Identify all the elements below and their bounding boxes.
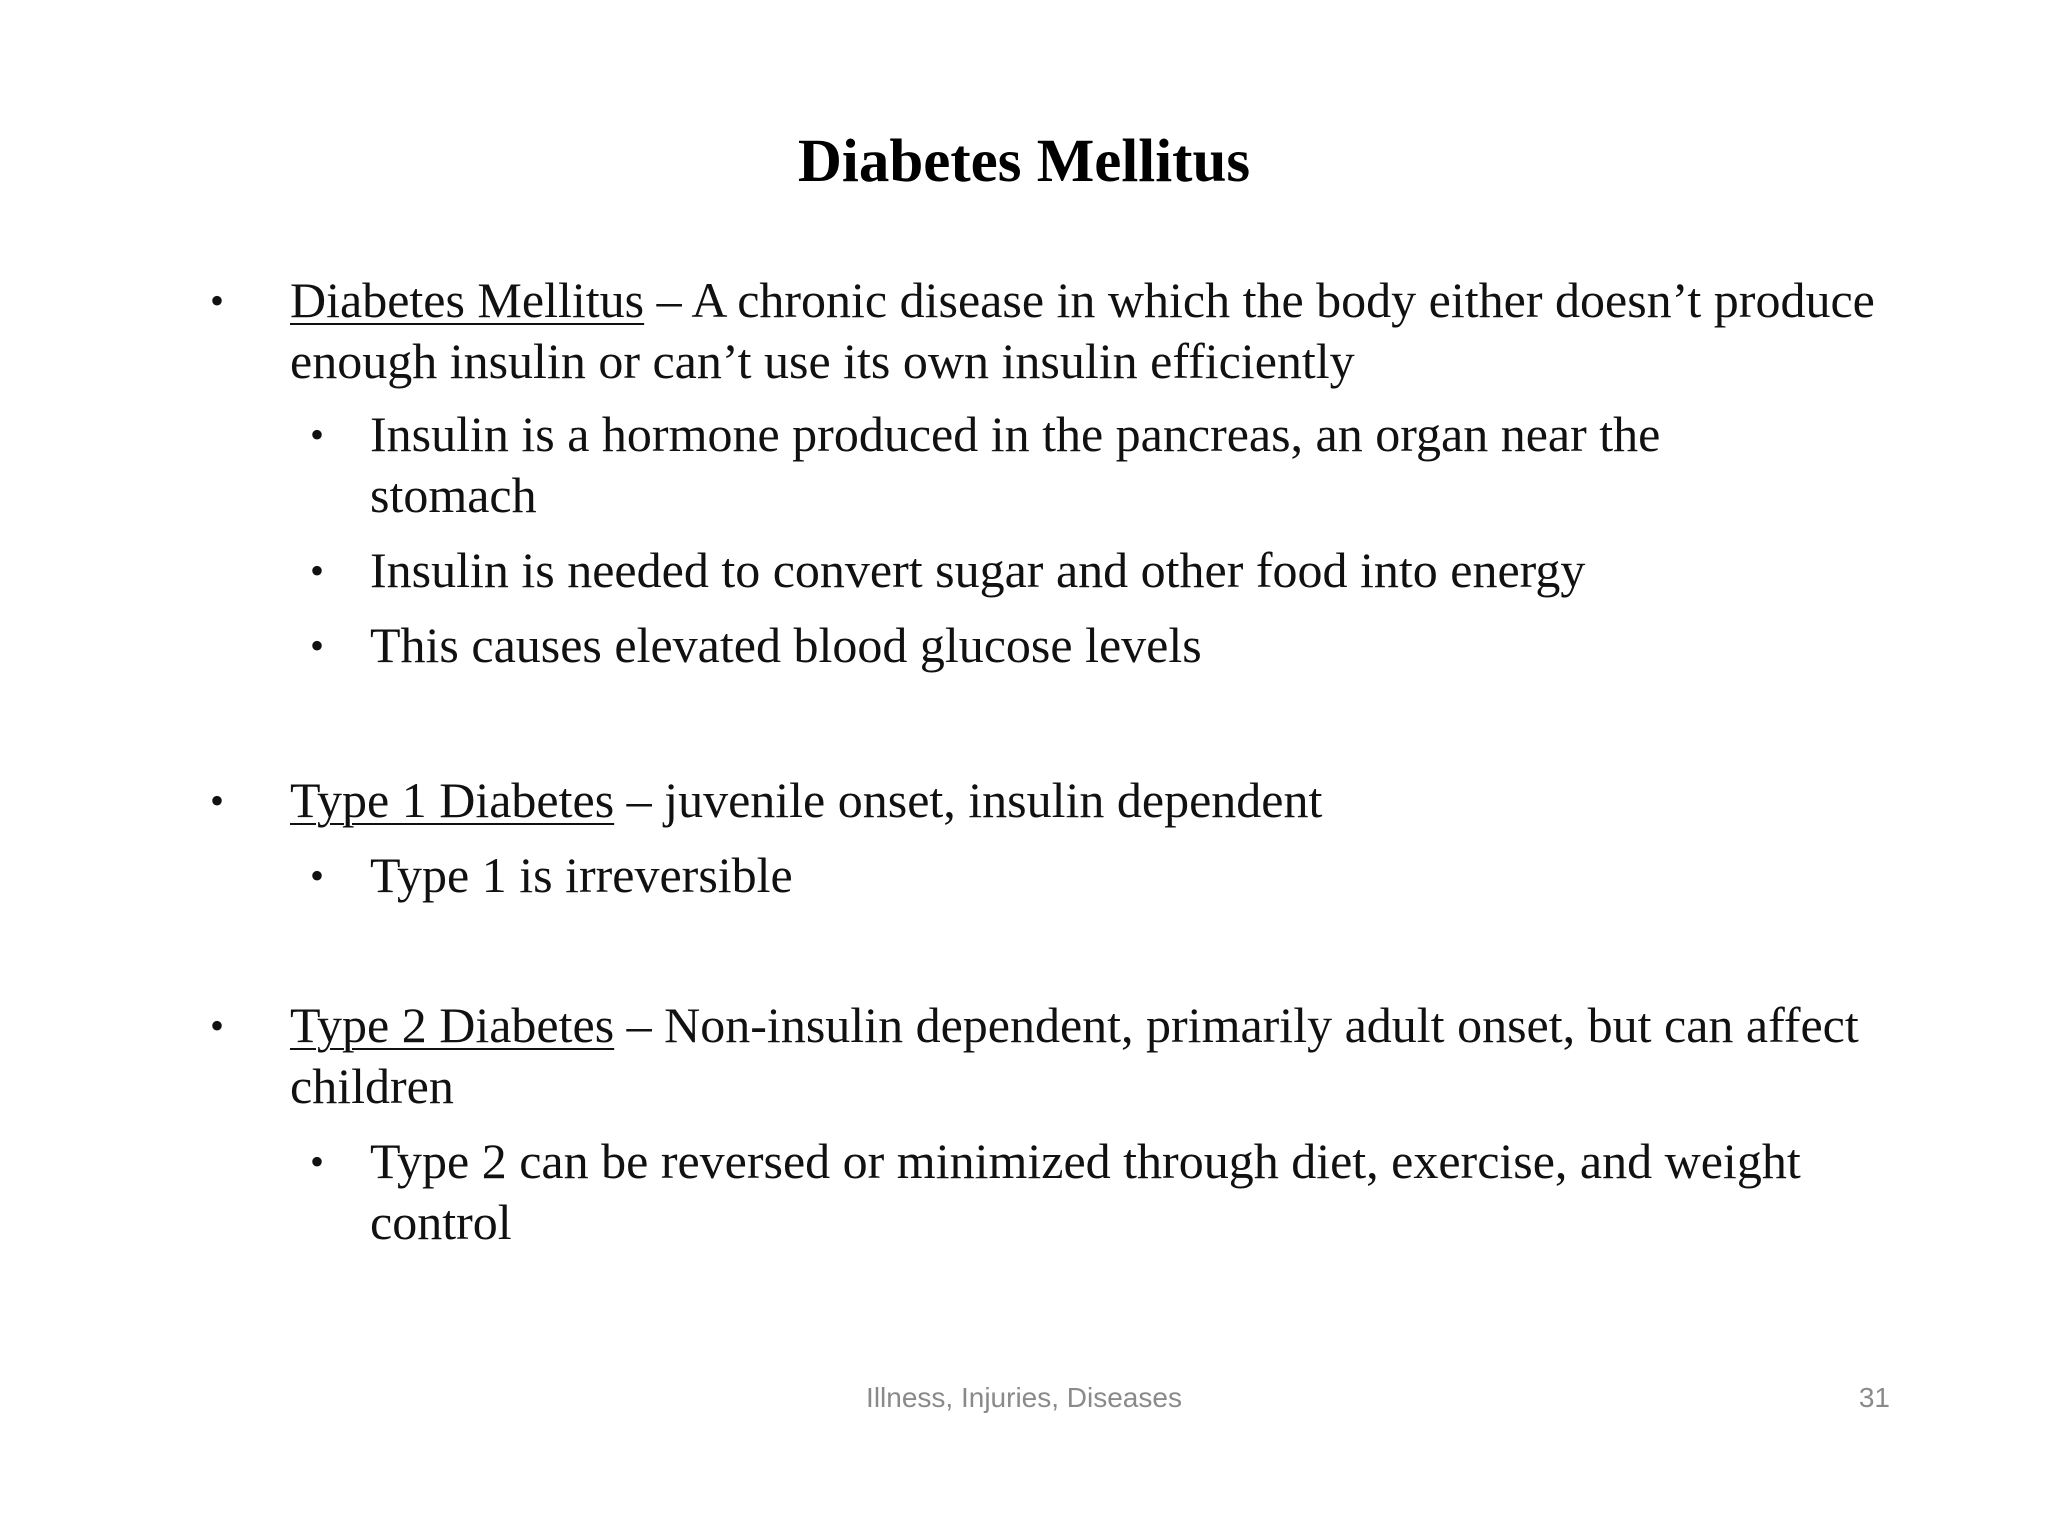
bullet-icon: • [210,1003,225,1048]
bullet-icon: • [310,853,325,898]
bullet-group-diabetes-mellitus [210,270,1930,676]
definition-type-1-diabetes: – juvenile onset, insulin dependent [614,772,1323,828]
slide-title: Diabetes Mellitus [797,128,1251,195]
bullet-icon: • [310,623,325,668]
definition-diabetes-mellitus: – A chronic disease in which the body either doesn’t produce enough insulin or can’t use its own insulin efficiently [290,272,1875,389]
sub-bullet-item [310,404,1930,526]
bullet-item-diabetes-mellitus [210,270,1930,392]
bullet-group-type-1 [210,770,1930,906]
bullet-item-type-1 [210,770,1930,831]
bullet-item-type-2 [210,995,1930,1117]
sub-bullet-text: Insulin is needed to convert sugar and other food into energy [370,542,1586,598]
sub-bullet-text: Type 1 is irreversible [370,847,793,903]
sub-bullet-item [310,540,1930,601]
bullet-icon: • [310,548,325,593]
sub-bullet-text: Type 2 can be reversed or minimized through diet, exercise, and weight control [370,1133,1801,1250]
bullet-icon: • [310,1139,325,1184]
term-diabetes-mellitus: Diabetes Mellitus [290,272,645,328]
bullet-icon: • [210,778,225,823]
term-type-1-diabetes: Type 1 Diabetes [290,772,615,828]
sub-bullet-text: Insulin is a hormone produced in the pancreas, an organ near the stomach [370,406,1661,523]
sub-bullet-item [310,845,1930,906]
footer-caption: Illness, Injuries, Diseases [866,1382,1182,1413]
bullet-icon: • [210,278,225,323]
definition-type-2-diabetes: – Non-insulin dependent, primarily adult onset, but can affect children [290,997,1859,1114]
bullet-icon: • [310,412,325,457]
sub-bullet-item [310,615,1930,676]
sub-bullet-item [310,1131,1930,1253]
term-type-2-diabetes: Type 2 Diabetes [290,997,615,1053]
sub-bullet-text: This causes elevated blood glucose levels [370,617,1202,673]
page-number: 31 [1858,1382,1890,1413]
bullet-group-type-2 [210,995,1930,1253]
